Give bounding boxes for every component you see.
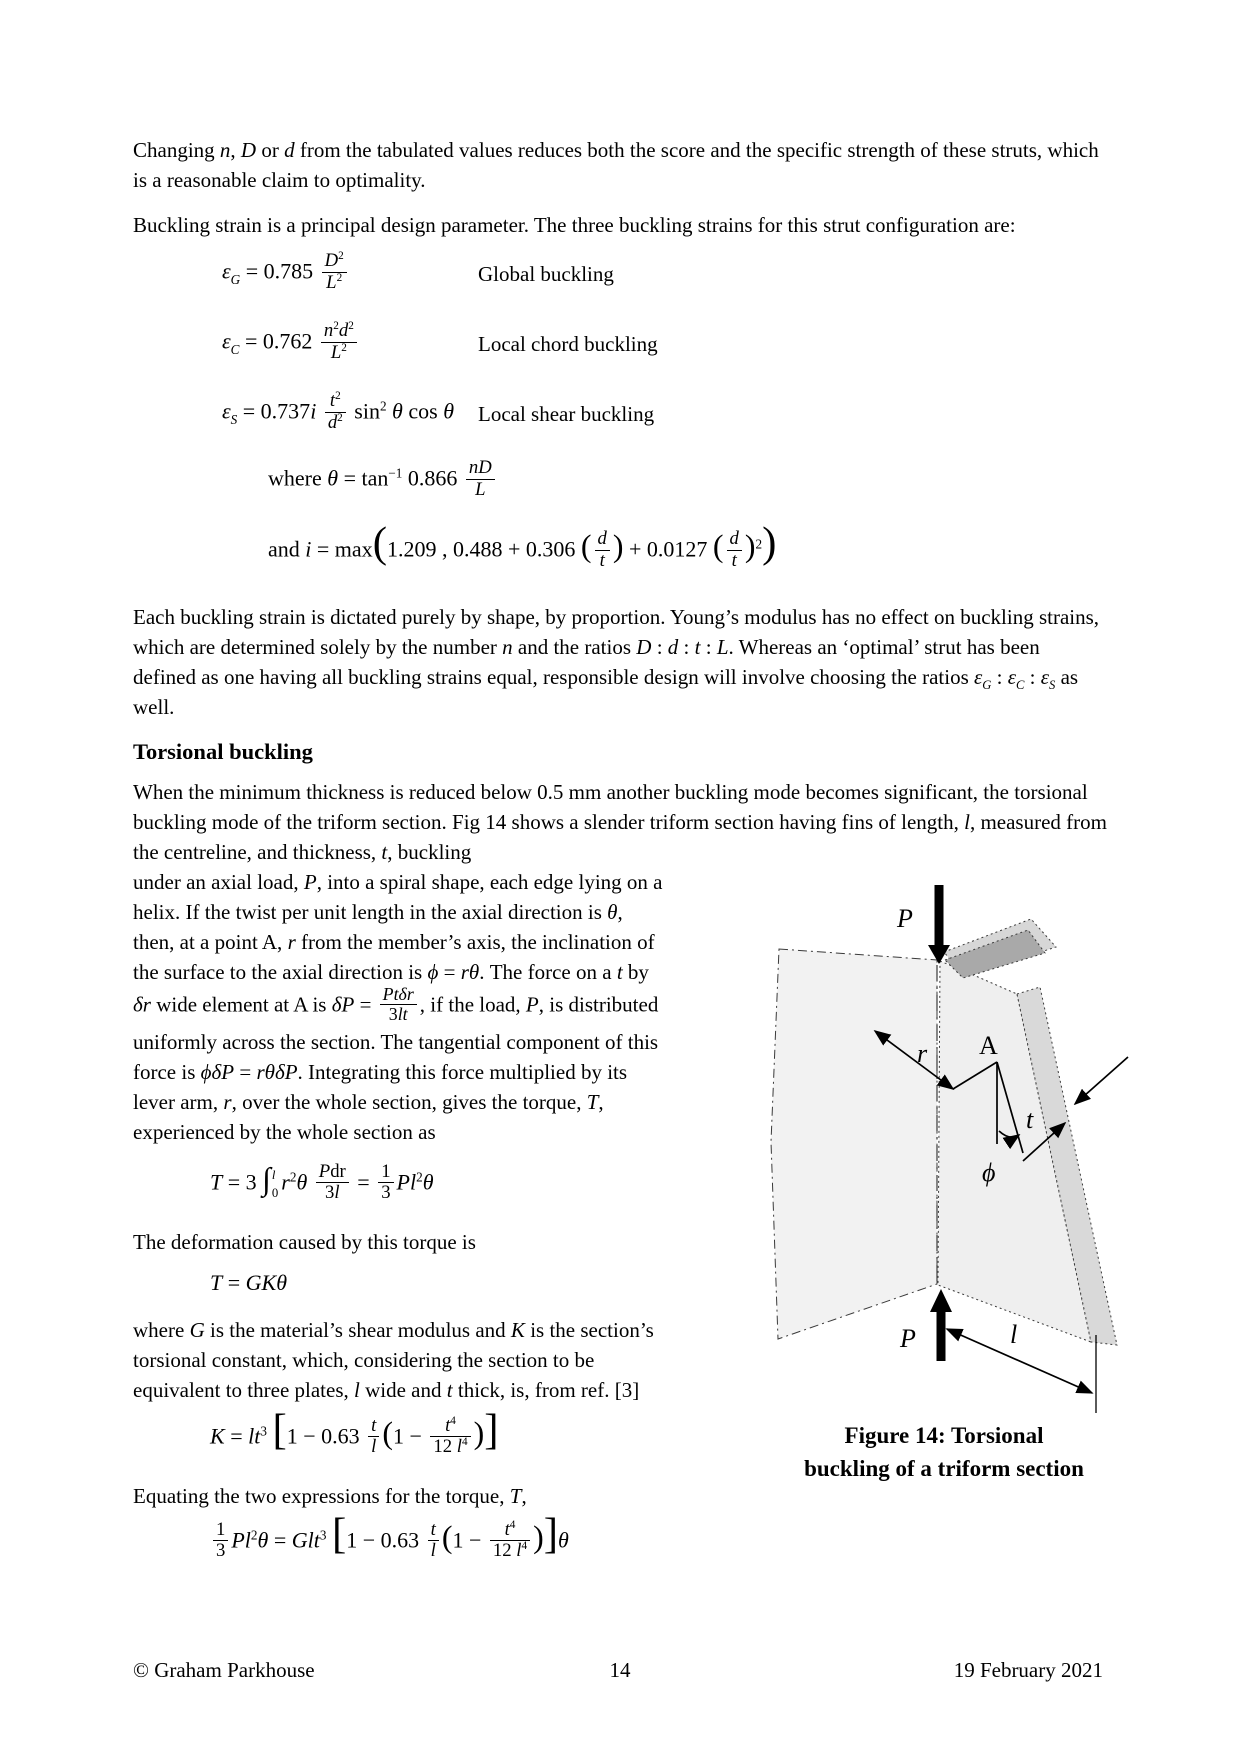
figure-caption-line1: Figure 14: Torsional [844,1423,1044,1448]
equation-equated-torques-formula: $\frac{1}{3}$ $Pl^2\theta = Glt^3$ [1 − 0.63 $\frac{t}{l}$ (1 − $\frac{t^4}{12 l^4}$ )]θ [210,1522,569,1563]
paragraph-torsional-continued: under an axial load, P, into a spiral shape, each edge lying on a helix. If the twist per unit length in the axial direction is θ, then, at a point A, r from the member’s axis, the inclination of the surface to the axial direction is ϕ = rθ. The force on a t by δr wide element at A is δP = $\frac{\text{Ptδr}}{3lt}$ , if the load, P, is distributed uniformly across the section. The tangential component of this force is ϕδP = rθδP. Integrating this force multiplied by its lever arm, r, over the whole section, gives the torque, T, experienced by the whole section as [133,870,663,1144]
label-thickness-t: t [1026,1105,1034,1134]
footer-page-number: 14 [609,1658,631,1682]
two-column-region [133,867,1107,1585]
paragraph-deformation: The deformation caused by this torque is [133,1229,476,1254]
equation-i-definition-formula: and i = max(1.209 , 0.488 + 0.306 ( $\frac{d}{t}$ ) + 0.0127 ( $\frac{d}{t}$ )$^2$) [268,520,777,571]
equation-theta-definition [268,456,1107,506]
page-footer [0,1658,1240,1688]
equation-global-buckling-formula: $\varepsilon_G = 0.785$ $\frac{D^2}{L^2}$ [222,253,478,294]
equation-label-shear: Local shear buckling [478,401,655,426]
equation-shear-buckling [222,386,1107,442]
paragraph-optimality: Changing n, D or d from the tabulated values reduces both the score and the specific strength of these struts, which is a reasonable claim to optimality. [133,138,1099,192]
paragraph-shape-proportion: Each buckling strain is dictated purely by shape, by proportion. Young’s modulus has no effect on buckling strains, which are determined solely by the number n and the ratios D : d : t : L. Whereas an ‘optimal’ strut has been defined as one having all buckling strains equal, responsible design will involve choosing the ratios $\varepsilon_G$ : $\varepsilon_C$ : $\varepsilon_S$ as well. [133,605,1100,719]
figure-caption-line2: buckling of a triform section [804,1456,1084,1481]
equation-label-chord: Local chord buckling [478,331,658,356]
section-heading-torsional-buckling: Torsional buckling [133,739,313,764]
paragraph-torsional-intro: When the minimum thickness is reduced below 0.5 mm another buckling mode becomes significant, the torsional buckling mode of the triform section. Fig 14 shows a slender triform section having fins of length, l, measured from the centreline, and thickness, t, buckling [133,780,1107,864]
equation-chord-buckling-formula: $\varepsilon_C = 0.762$ $\frac{n^2d^2}{L^2}$ [222,323,478,364]
equation-torque-integral [210,1157,663,1213]
equation-equated-torques [210,1510,663,1571]
equation-shear-buckling-formula: $\varepsilon_S = 0.737i$ $\frac{t^2}{d^2}$ $\sin^2 \theta$ cos θ [222,390,454,433]
equation-torsional-constant-formula: $K = lt^3$ [1 − 0.63 $\frac{t}{l}$ (1 − $\frac{t^4}{12 l^4}$ )] [210,1406,499,1458]
equation-torque-integral-formula: T = 3 ∫ l 0 $r^2\theta$ $\frac{\text{Pdr}}{3l}$ = $\frac{1}{3}$ Pl$^2$θ [210,1160,434,1204]
equation-chord-buckling [222,316,1107,372]
axial-load-arrow-bottom [930,1289,952,1361]
label-fin-length-l: l [1010,1320,1018,1349]
t-arrow-upper [1075,1057,1128,1104]
left-fin-face [771,949,937,1339]
label-load-bottom: P [900,1324,916,1353]
equation-theta-definition-formula: where $\theta = \tan^{-1} 0.866$ $\frac{nD}{L}$ [268,460,524,501]
paragraph-equating: Equating the two expressions for the torque, T, [133,1483,527,1508]
equation-torque-stiffness-formula: T = GKθ [210,1269,288,1295]
figure-caption [679,1419,1209,1485]
equation-i-definition [268,520,1107,584]
footer-copyright: © Graham Parkhouse [133,1658,315,1682]
paragraph-torsional-constant: where G is the material’s shear modulus and K is the section’s torsional constant, which, considering the section to be equivalent to three plates, l wide and t thick, is, from ref. [3] [133,1317,654,1402]
left-text-column [133,867,663,1585]
label-load-top: P [897,904,913,933]
label-phi: ϕ [982,1158,996,1187]
figure-14-drawing [679,877,1209,1419]
label-point-a: A [979,1031,998,1060]
figure-14 [663,867,1209,1485]
paragraph-buckling-strain-intro: Buckling strain is a principal design parameter. The three buckling strains for this strut configuration are: [133,213,1016,237]
equation-torsional-constant [210,1406,663,1467]
footer-date: 19 February 2021 [953,1658,1103,1682]
equation-torque-stiffness [210,1265,663,1301]
label-radius-r: r [917,1039,928,1068]
equation-label-global: Global buckling [478,261,614,286]
l-dimension-arrow [947,1329,1092,1393]
equation-global-buckling [222,246,1107,302]
